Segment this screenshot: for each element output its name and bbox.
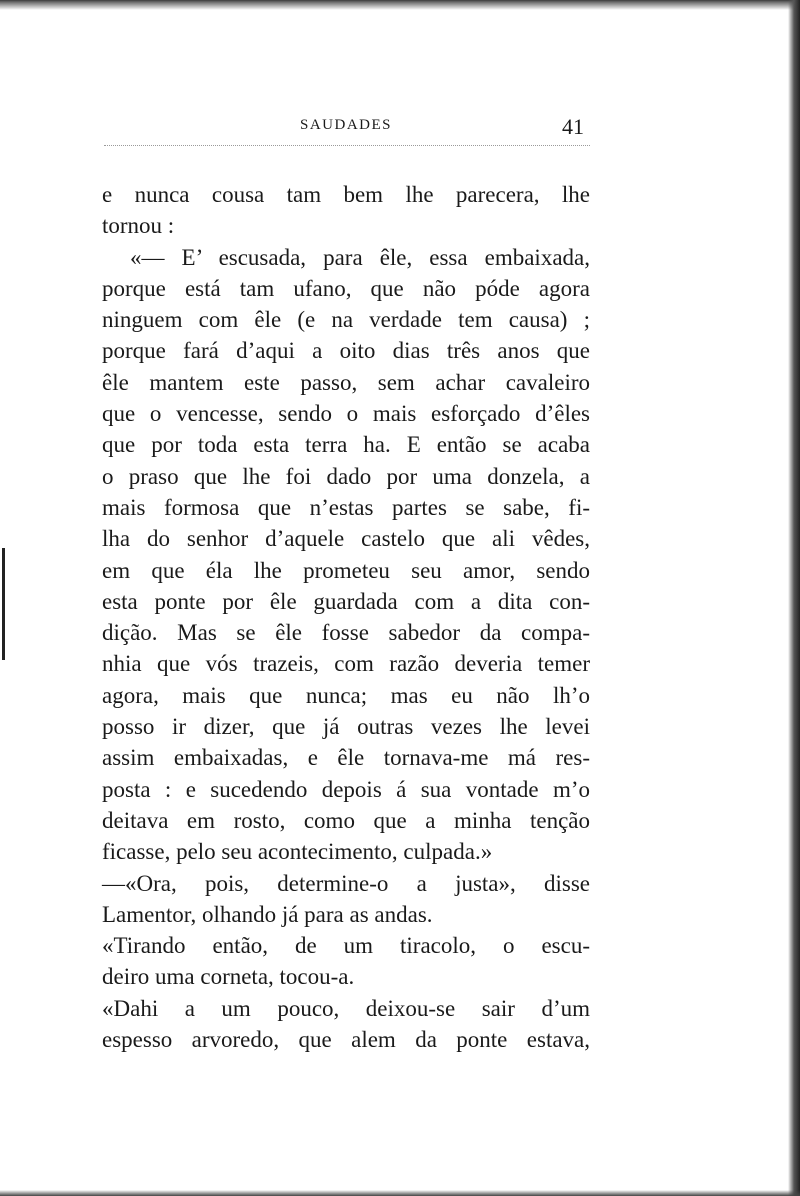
text-line: esta ponte por êle guardada com a dita con- — [102, 588, 590, 614]
text-line: assim embaixadas, e êle tornava-me má res- — [102, 745, 590, 771]
text-line: ficasse, pelo seu acontecimento, culpada.» — [102, 839, 493, 865]
scan-edge-top — [0, 0, 800, 10]
text-line: que por toda esta terra ha. E então se acaba — [102, 432, 590, 458]
text-line: —«Ora, pois, determine-o a justa», disse — [102, 870, 590, 896]
text-line: êle mantem este passo, sem achar cavaleiro — [102, 369, 590, 395]
scan-edge-left-mark — [2, 548, 5, 660]
running-head — [100, 114, 590, 139]
text-line: e nunca cousa tam bem lhe parecera, lhe — [102, 182, 590, 207]
text-line: espesso arvoredo, que alem da ponte estava, — [102, 1027, 590, 1053]
text-line: deitava em rosto, como que a minha tenção — [102, 807, 590, 833]
text-line: posta : e sucedendo depois á sua vontade m’o — [102, 776, 590, 802]
text-line: dição. Mas se êle fosse sabedor da compa- — [102, 620, 590, 646]
text-line: tornou : — [102, 213, 175, 239]
text-line: deiro uma corneta, tocou-a. — [102, 964, 355, 990]
text-line: posso ir dizer, que já outras vezes lhe levei — [102, 714, 590, 740]
text-line: em que éla lhe prometeu seu amor, sendo — [102, 557, 590, 583]
text-line: «Tirando então, de um tiracolo, o escu- — [102, 933, 590, 959]
text-line: ninguem com êle (e na verdade tem causa) ; — [102, 307, 590, 333]
text-line: porque fará d’aqui a oito dias três anos que — [102, 338, 590, 364]
scan-edge-bottom — [0, 1190, 800, 1196]
text-line: «— E’ escusada, para êle, essa embaixada, — [130, 244, 590, 270]
body-text — [102, 179, 590, 1055]
text-line: mais formosa que n’estas partes se sabe, fi- — [102, 494, 590, 520]
text-line: Lamentor, olhando já para as andas. — [102, 901, 433, 927]
text-line: que o vencesse, sendo o mais esforçado d’êles — [102, 401, 590, 427]
scan-edge-right — [788, 0, 800, 1196]
text-line: «Dahi a um pouco, deixou-se sair d’um — [102, 995, 590, 1021]
text-line: porque está tam ufano, que não póde agora — [102, 275, 590, 301]
text-line: o praso que lhe foi dado por uma donzela, a — [102, 463, 590, 489]
text-line: agora, mais que nunca; mas eu não lh’o — [102, 682, 590, 708]
text-line: lha do senhor d’aquele castelo que ali vêdes, — [102, 526, 590, 552]
running-head-rule — [104, 145, 590, 146]
page-number: 41 — [562, 114, 584, 139]
running-head-title: SAUDADES — [300, 117, 393, 133]
text-line: nhia que vós trazeis, com razão deveria temer — [102, 651, 590, 677]
